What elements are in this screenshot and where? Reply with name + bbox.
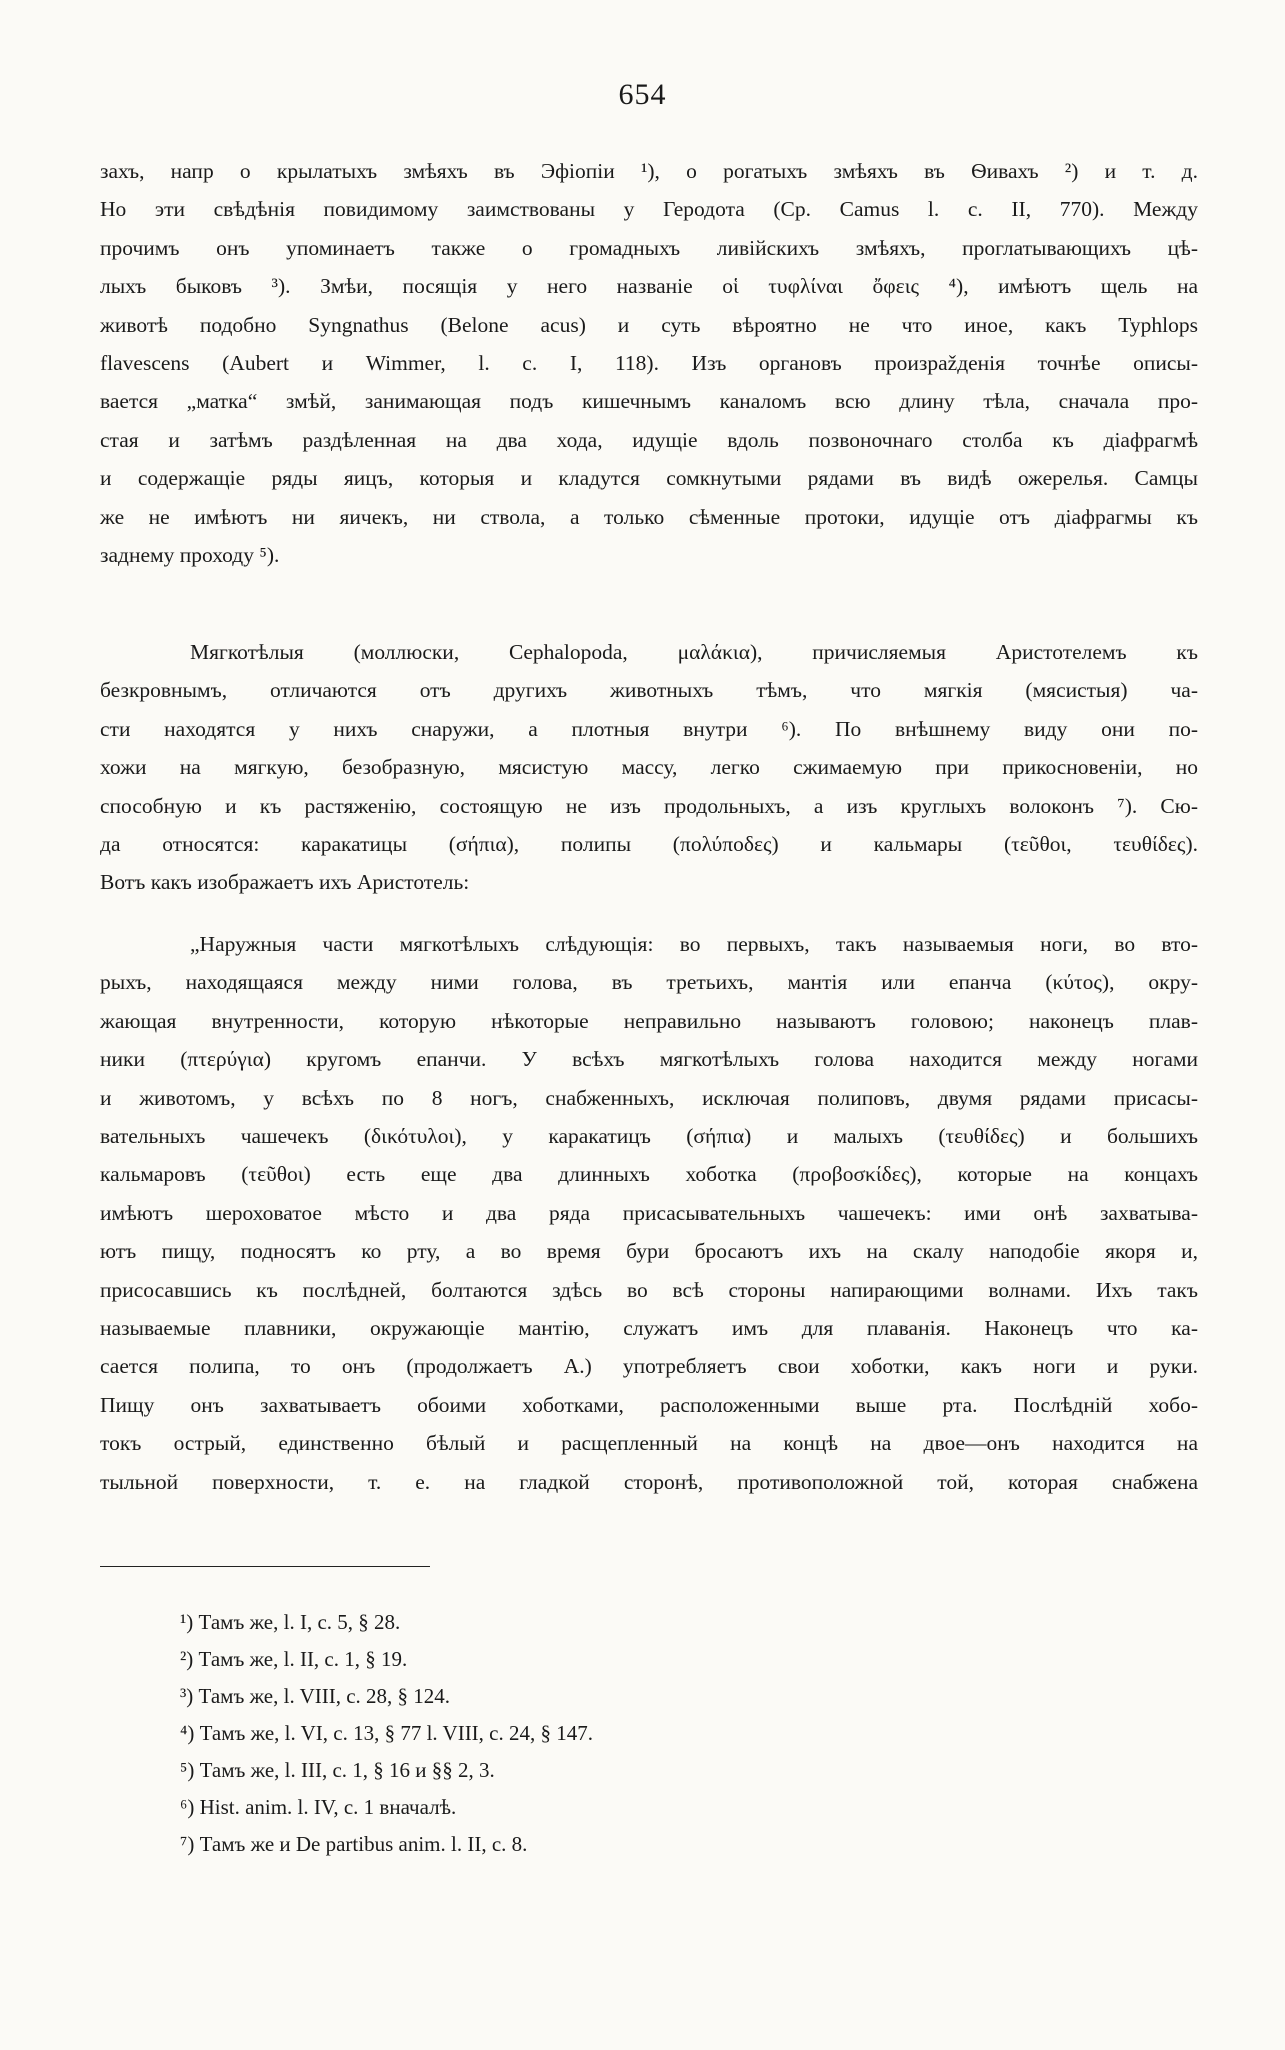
text-line: сается полипа, то онъ (продолжаетъ А.) употребляетъ свои хоботки, какъ ноги и руки. (100, 1354, 1198, 1379)
text-line: токъ острый, единственно бѣлый и расщепленный на концѣ на двое—онъ находится на (100, 1431, 1198, 1456)
text-line: имѣютъ шероховатое мѣсто и два ряда присасывательныхъ чашечекъ: ими онѣ захватыва- (100, 1200, 1198, 1225)
text-line: жающая внутренности, которую нѣкоторые неправильно называютъ головою; наконецъ плав- (100, 1008, 1198, 1033)
text-line: прочимъ онъ упоминаетъ также о громадныхъ ливійскихъ змѣяхъ, проглатывающихъ цѣ- (100, 235, 1198, 260)
page-number: 654 (618, 78, 667, 111)
text-line: же не имѣютъ ни яичекъ, ни ствола, а только сѣменные протоки, идущіе отъ діафрагмы къ (100, 504, 1198, 529)
text-line: способную и къ растяженію, состоящую не изъ продольныхъ, а изъ круглыхъ волоконъ ⁷). Сю- (100, 793, 1198, 818)
footnote: ²) Тамъ же, l. II, c. 1, § 19. (180, 1647, 408, 1671)
footnote: ⁵) Тамъ же, l. III, c. 1, § 16 и §§ 2, 3. (180, 1758, 495, 1782)
text-line: безкровнымъ, отличаются отъ другихъ животныхъ тѣмъ, что мягкія (мясистыя) ча- (100, 678, 1198, 703)
text-line: животѣ подобно Syngnathus (Belone acus) и суть вѣроятно не что иное, какъ Typhlops (100, 312, 1198, 337)
footnote: ⁷) Тамъ же и De partibus anim. l. II, c. 8. (180, 1832, 528, 1856)
text-line: ютъ пищу, подносятъ ко рту, а во время бури бросаютъ ихъ на скалу наподобіе якоря и, (100, 1239, 1198, 1264)
text-line: и животомъ, у всѣхъ по 8 ногъ, снабженныхъ, исключая полиповъ, двумя рядами присасы- (100, 1085, 1198, 1110)
text-line: называемые плавники, окружающіе мантію, служатъ имъ для плаванія. Наконецъ что ка- (100, 1316, 1198, 1341)
paragraph-aristotle-quote (100, 925, 1198, 1501)
text-line: рыхъ, находящаяся между ними голова, въ третьихъ, мантія или епанча (κύτος), окру- (100, 970, 1198, 995)
text-line: да относятся: каракатицы (σήπια), полипы (πολύποδες) и кальмары (τεῦθοι, τευθίδες). (100, 832, 1198, 857)
text-line: Но эти свѣдѣнія повидимому заимствованы у Геродота (Ср. Camus l. c. II, 770). Между (100, 197, 1198, 222)
footnote: ¹) Тамъ же, l. I, c. 5, § 28. (180, 1610, 401, 1634)
text-line: flavescens (Aubert и Wimmer, l. c. I, 118). Изъ органовъ произрažденія точнѣе описы- (100, 351, 1198, 376)
text-line: захъ, напр о крылатыхъ змѣяхъ въ Эфіопіи ¹), о рогатыхъ змѣяхъ въ Ѳивахъ ²) и т. д. (100, 159, 1198, 183)
text-line: „Наружныя части мягкотѣлыхъ слѣдующія: во первыхъ, такъ называемыя ноги, во вто- (190, 932, 1198, 956)
text-line: вается „матка“ змѣй, занимающая подъ кишечнымъ каналомъ всю длину тѣла, сначала про- (100, 389, 1198, 414)
footnotes (180, 1604, 1080, 1863)
text-line: Пищу онъ захватываетъ обоими хоботками, расположенными выше рта. Послѣдній хобо- (100, 1392, 1198, 1417)
text-line: хожи на мягкую, безобразную, мясистую массу, легко сжимаемую при прикосновеніи, но (100, 755, 1198, 780)
text-line: сти находятся у нихъ снаружи, а плотныя внутри ⁶). По внѣшнему виду они по- (100, 716, 1198, 741)
footnote-divider (100, 1566, 430, 1567)
paragraph-snakes (100, 152, 1198, 574)
text-line: Вотъ какъ изображаетъ ихъ Аристотель: (100, 870, 470, 895)
text-line: присосавшись къ послѣдней, болтаются здѣсь во всѣ стороны напирающими волнами. Ихъ такъ (100, 1277, 1198, 1302)
text-line: Мягкотѣлыя (моллюски, Cephalopoda, μαλάκια), причисляемыя Аристотелемъ къ (190, 640, 1198, 664)
text-line: тыльной поверхности, т. е. на гладкой сторонѣ, противоположной той, которая снабжена (100, 1469, 1198, 1494)
text-line: вательныхъ чашечекъ (δικότυλοι), у каракатицъ (σήπια) и малыхъ (τευθίδες) и большихъ (100, 1124, 1198, 1149)
text-line: заднему проходу ⁵). (100, 543, 280, 568)
footnote: ⁴) Тамъ же, l. VI, c. 13, § 77 l. VIII, c. 24, § 147. (180, 1721, 593, 1745)
text-line: и содержащіе ряды яицъ, которыя и кладутся сомкнутыми рядами въ видѣ ожерелья. Самцы (100, 466, 1198, 491)
footnote: ³) Тамъ же, l. VIII, c. 28, § 124. (180, 1684, 451, 1708)
text-line: стая и затѣмъ раздѣленная на два хода, идущіе вдоль позвоночнаго столба къ діафрагмѣ (100, 427, 1198, 452)
footnote: ⁶) Hist. anim. l. IV, c. 1 вначалѣ. (180, 1795, 457, 1819)
text-line: лыхъ быковъ ³). Змѣи, посящія у него названіе οἱ τυφλίναι ὄφεις ⁴), имѣютъ щель на (100, 274, 1198, 299)
paragraph-mollusks (100, 633, 1198, 902)
text-line: кальмаровъ (τεῦθοι) есть еще два длинныхъ хоботка (προβοσκίδες), которые на концахъ (100, 1162, 1198, 1187)
text-line: ники (πτερύγια) кругомъ епанчи. У всѣхъ мягкотѣлыхъ голова находится между ногами (100, 1047, 1198, 1072)
